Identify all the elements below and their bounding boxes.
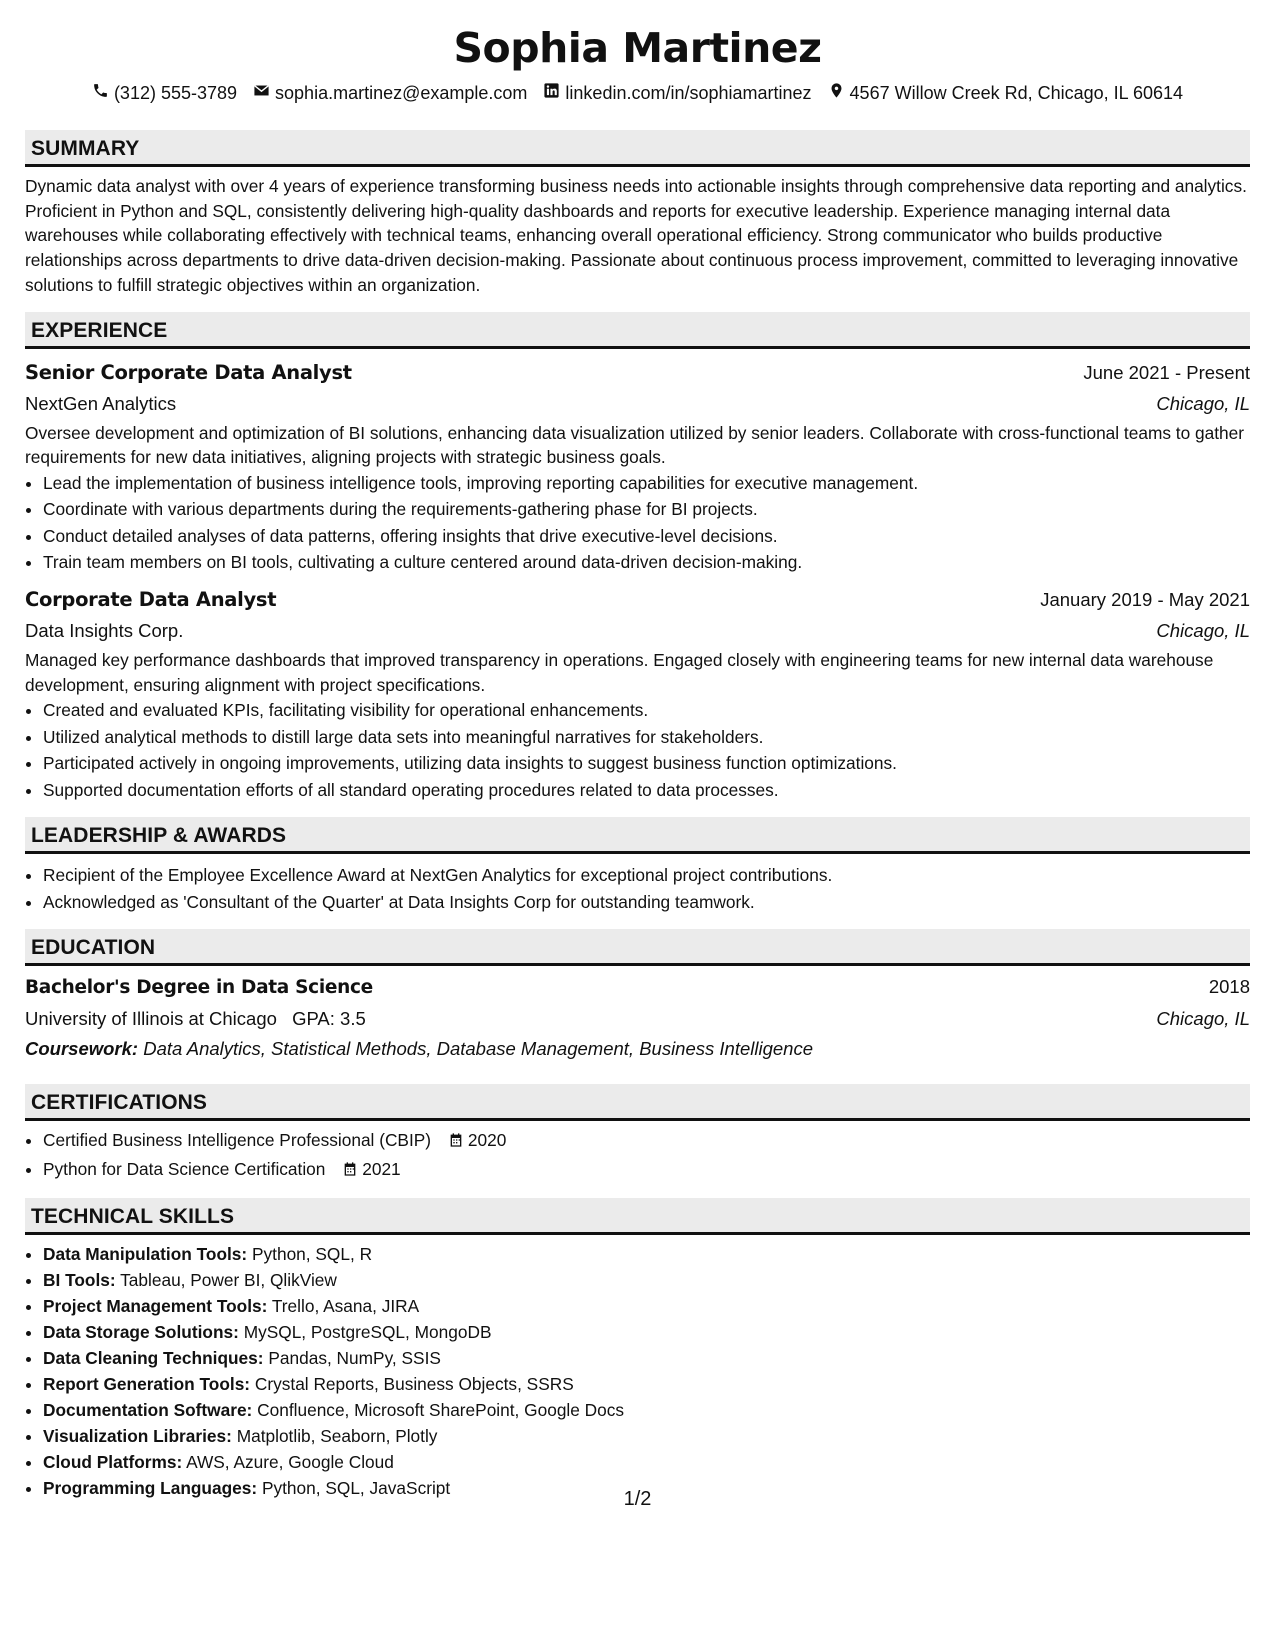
cert-name: Python for Data Science Certification	[43, 1158, 326, 1179]
coursework-label: Coursework:	[25, 1038, 139, 1060]
skill-label: Visualization Libraries:	[43, 1426, 232, 1447]
list-item: • Coordinate with various departments during the requirements-gathering phase for BI projects.	[43, 496, 1250, 523]
list-item	[43, 1293, 1250, 1319]
job-entry	[25, 584, 1250, 803]
education-entry	[25, 972, 1250, 1064]
contact-phone	[92, 78, 237, 108]
summary-section	[25, 130, 1250, 298]
degree: Bachelor's Degree in Data Science	[25, 977, 373, 999]
gpa: GPA: 3.5	[292, 1008, 366, 1030]
job-location: Chicago, IL	[1156, 392, 1250, 414]
skills-section	[25, 1198, 1250, 1501]
skill-value: Confluence, Microsoft SharePoint, Google Docs	[257, 1400, 625, 1421]
cert-year: 2021	[362, 1158, 401, 1179]
skill-value: Matplotlib, Seaborn, Plotly	[236, 1426, 438, 1447]
school-name: University of Illinois at Chicago	[25, 1008, 277, 1030]
skill-label: Cloud Platforms:	[43, 1452, 183, 1473]
summary-text: Dynamic data analyst with over 4 years of experience transforming business needs into actionable insights through comprehensive data reporting and analytics. Proficient in Python and SQL, consistently delivering high-quality dashboards and reports for executive leadership. Experience managing internal data warehouses while collaborating effectively with technical teams, enhancing overall operational efficiency. Strong communicator who builds productive relationships across departments to drive data-driven decision-making. Passionate about continuous process improvement, committed to leveraging innovative solutions to fulfill strategic objectives within an organization.	[25, 176, 1247, 295]
skill-value: Tableau, Power BI, QlikView	[120, 1270, 337, 1291]
section-heading-education: EDUCATION	[25, 929, 1250, 966]
list-item: • Recipient of the Employee Excellence Award at NextGen Analytics for exceptional project contributions.	[43, 862, 1250, 889]
education-section	[25, 929, 1250, 1064]
envelope-icon	[253, 78, 270, 108]
experience-section	[25, 312, 1250, 804]
section-heading-skills: TECHNICAL SKILLS	[25, 1198, 1250, 1235]
section-heading-certifications: CERTIFICATIONS	[25, 1084, 1250, 1121]
list-item	[43, 1371, 1250, 1397]
school-location: Chicago, IL	[1156, 1008, 1250, 1030]
skill-label: Documentation Software:	[43, 1400, 253, 1421]
job-location: Chicago, IL	[1156, 619, 1250, 641]
job-dates: June 2021 - Present	[1083, 361, 1250, 383]
email-text[interactable]: sophia.martinez@example.com	[275, 83, 528, 103]
skill-label: Data Cleaning Techniques:	[43, 1348, 264, 1369]
skill-value: Pandas, NumPy, SSIS	[268, 1348, 441, 1369]
phone-icon	[92, 78, 109, 108]
coursework	[25, 1034, 1250, 1064]
graduation-year: 2018	[1208, 976, 1250, 998]
candidate-name: Sophia Martinez	[453, 24, 822, 72]
skill-label: Report Generation Tools:	[43, 1374, 251, 1395]
section-heading-summary: SUMMARY	[25, 130, 1250, 167]
skill-label: Data Storage Solutions:	[43, 1322, 239, 1343]
list-item	[43, 1449, 1250, 1475]
skill-label: Data Manipulation Tools:	[43, 1244, 248, 1265]
linkedin-icon	[543, 78, 560, 108]
job-dates: January 2019 - May 2021	[1040, 588, 1250, 610]
calendar-icon	[342, 1158, 358, 1185]
skill-value: Crystal Reports, Business Objects, SSRS	[254, 1374, 574, 1395]
contact-linkedin[interactable]	[543, 78, 811, 108]
job-description: Oversee development and optimization of BI solutions, enhancing data visualization utilized by senior leaders. Collaborate with cross-functional teams to gather requirements for new data initiatives, aligning projects with strategic business goals.	[25, 422, 1245, 468]
list-item: • Participated actively in ongoing improvements, utilizing data insights to suggest business function optimizations.	[43, 750, 1250, 777]
phone-text: (312) 555-3789	[113, 83, 238, 103]
list-item	[43, 1345, 1250, 1371]
cert-year: 2020	[467, 1130, 507, 1151]
calendar-icon	[448, 1129, 464, 1156]
leadership-list	[25, 862, 1250, 915]
contact-bar	[25, 78, 1250, 108]
job-company: Data Insights Corp.	[25, 619, 184, 641]
job-bullets	[25, 697, 1250, 803]
list-item	[43, 1397, 1250, 1423]
list-item: • Train team members on BI tools, cultivating a culture centered around data-driven decision-making.	[43, 549, 1250, 576]
address-text: 4567 Willow Creek Rd, Chicago, IL 60614	[849, 83, 1184, 103]
list-item: • Lead the implementation of business intelligence tools, improving reporting capabilities for executive management.	[43, 470, 1250, 497]
skill-label: BI Tools:	[43, 1270, 116, 1291]
skill-value: Trello, Asana, JIRA	[271, 1296, 420, 1317]
contact-address	[828, 78, 1184, 108]
skill-label: Programming Languages:	[43, 1478, 258, 1499]
skill-value: MySQL, PostgreSQL, MongoDB	[243, 1322, 492, 1343]
map-pin-icon	[828, 78, 845, 108]
list-item: • Conduct detailed analyses of data patterns, offering insights that drive executive-level decisions.	[43, 523, 1250, 550]
job-description: Managed key performance dashboards that improved transparency in operations. Engaged closely with engineering teams for new internal data warehouse development, ensuring alignment with project specifications.	[25, 649, 1214, 695]
list-item: • Utilized analytical methods to distill large data sets into meaningful narratives for stakeholders.	[43, 724, 1250, 751]
certifications-list	[25, 1127, 1250, 1184]
list-item	[43, 1267, 1250, 1293]
job-company: NextGen Analytics	[25, 392, 177, 414]
job-title: Corporate Data Analyst	[25, 587, 277, 611]
list-item	[43, 1319, 1250, 1345]
leadership-section	[25, 817, 1250, 915]
job-entry	[25, 357, 1250, 576]
list-item: • Supported documentation efforts of all standard operating procedures related to data processes.	[43, 777, 1250, 804]
skills-list	[25, 1241, 1250, 1501]
list-item	[43, 1156, 1250, 1185]
linkedin-text[interactable]: linkedin.com/in/sophiamartinez	[565, 83, 812, 103]
resume-page	[25, 0, 1250, 1501]
skill-value: Python, SQL, R	[251, 1244, 373, 1265]
cert-name: Certified Business Intelligence Professional (CBIP)	[43, 1130, 432, 1151]
list-item: • Created and evaluated KPIs, facilitating visibility for operational enhancements.	[43, 697, 1250, 724]
skill-value: AWS, Azure, Google Cloud	[186, 1452, 394, 1473]
list-item	[43, 1127, 1250, 1156]
page-number: 1/2	[623, 1488, 652, 1510]
list-item	[43, 1423, 1250, 1449]
section-heading-experience: EXPERIENCE	[25, 312, 1250, 349]
certifications-section	[25, 1084, 1250, 1184]
skill-label: Project Management Tools:	[43, 1296, 268, 1317]
coursework-list: Data Analytics, Statistical Methods, Database Management, Business Intelligence	[143, 1038, 813, 1060]
list-item	[43, 1241, 1250, 1267]
job-title: Senior Corporate Data Analyst	[25, 360, 352, 384]
job-bullets	[25, 470, 1250, 576]
skill-value: Python, SQL, JavaScript	[261, 1478, 451, 1499]
section-heading-leadership: LEADERSHIP & AWARDS	[25, 817, 1250, 854]
list-item: • Acknowledged as 'Consultant of the Quarter' at Data Insights Corp for outstanding teamwork.	[43, 889, 1250, 916]
contact-email[interactable]	[253, 78, 527, 108]
